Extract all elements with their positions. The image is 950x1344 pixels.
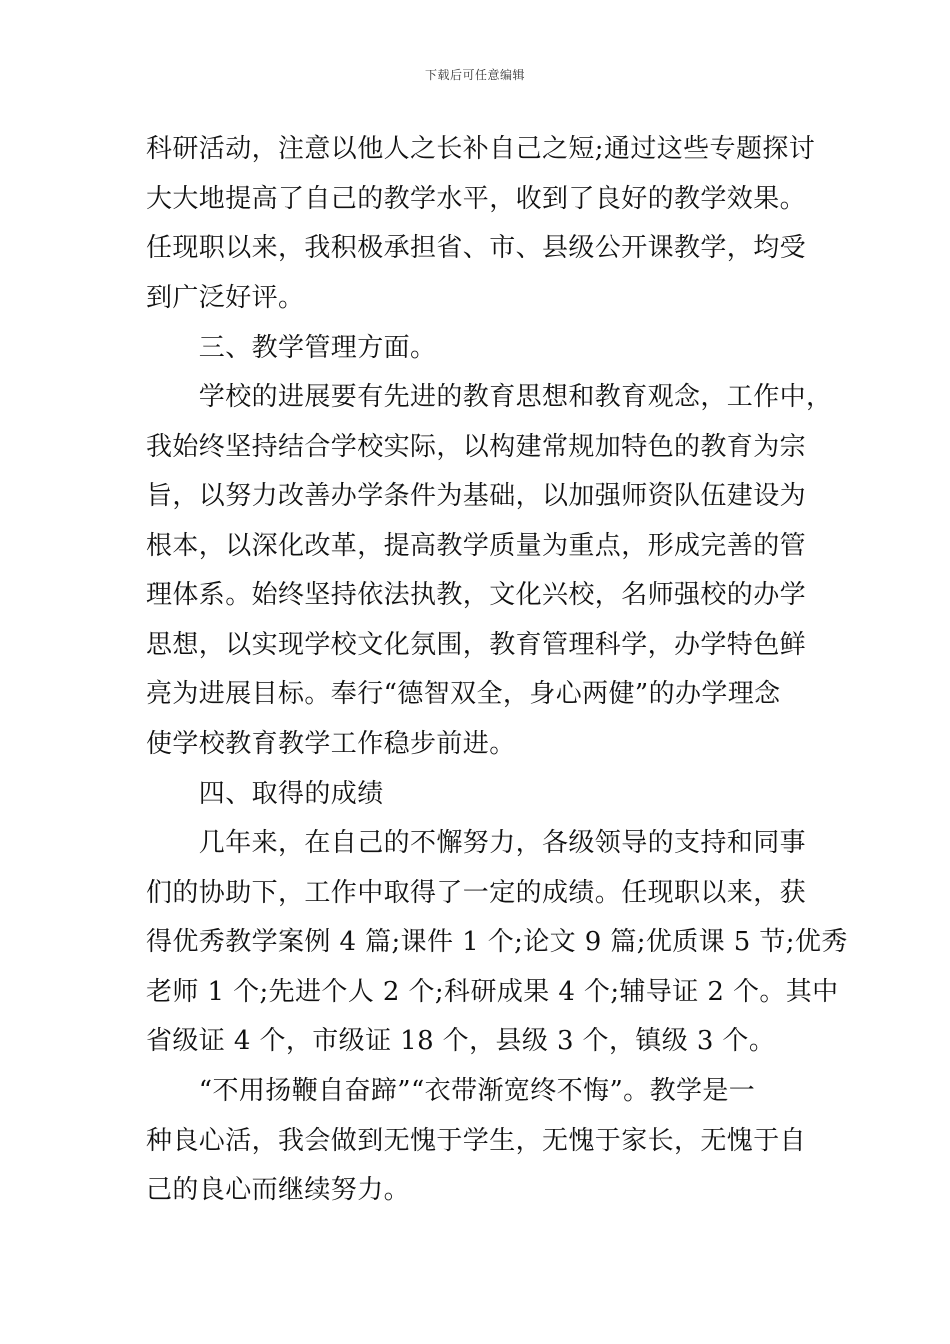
paragraph-line: 亮为进展目标。奉行“德智双全，身心两健”的办学理念 xyxy=(146,679,781,709)
paragraph-line: 思想，以实现学校文化氛围，教育管理科学，办学特色鲜 xyxy=(146,630,807,660)
paragraph-line: 省级证 4 个，市级证 18 个，县级 3 个，镇级 3 个。 xyxy=(146,1026,776,1056)
paragraph-line: 使学校教育教学工作稳步前进。 xyxy=(146,729,516,759)
paragraph-line: 几年来，在自己的不懈努力，各级领导的支持和同事 xyxy=(146,828,807,858)
paragraph-line: 科研活动，注意以他人之长补自己之短;通过这些专题探讨 xyxy=(146,134,816,164)
paragraph-line: 大大地提高了自己的教学水平，收到了良好的教学效果。 xyxy=(146,184,807,214)
paragraph-line: 老师 1 个;先进个人 2 个;科研成果 4 个;辅导证 2 个。其中 xyxy=(146,977,839,1007)
paragraph-line: 到广泛好评。 xyxy=(146,283,305,313)
paragraph-line: 己的良心而继续努力。 xyxy=(146,1175,411,1205)
section-heading: 三、教学管理方面。 xyxy=(146,333,437,363)
paragraph-line: 旨，以努力改善办学条件为基础，以加强师资队伍建设为 xyxy=(146,481,807,511)
paragraph-line: 得优秀教学案例 4 篇;课件 1 个;论文 9 篇;优质课 5 节;优秀 xyxy=(146,927,848,957)
paragraph-line: 学校的进展要有先进的教育思想和教育观念，工作中， xyxy=(146,382,833,412)
paragraph-line: 任现职以来，我积极承担省、市、县级公开课教学，均受 xyxy=(146,233,807,263)
paragraph-line: “不用扬鞭自奋蹄”“衣带渐宽终不悔”。教学是一 xyxy=(146,1076,756,1106)
paragraph-line: 种良心活，我会做到无愧于学生，无愧于家长，无愧于自 xyxy=(146,1126,807,1156)
paragraph-line: 们的协助下，工作中取得了一定的成绩。任现职以来，获 xyxy=(146,878,807,908)
section-heading: 四、取得的成绩 xyxy=(146,779,384,809)
page-header: 下载后可任意编辑 xyxy=(424,68,525,82)
paragraph-line: 我始终坚持结合学校实际，以构建常规加特色的教育为宗 xyxy=(146,432,807,462)
paragraph-line: 根本，以深化改革，提高教学质量为重点，形成完善的管 xyxy=(146,531,807,561)
paragraph-line: 理体系。始终坚持依法执教，文化兴校，名师强校的办学 xyxy=(146,580,807,610)
